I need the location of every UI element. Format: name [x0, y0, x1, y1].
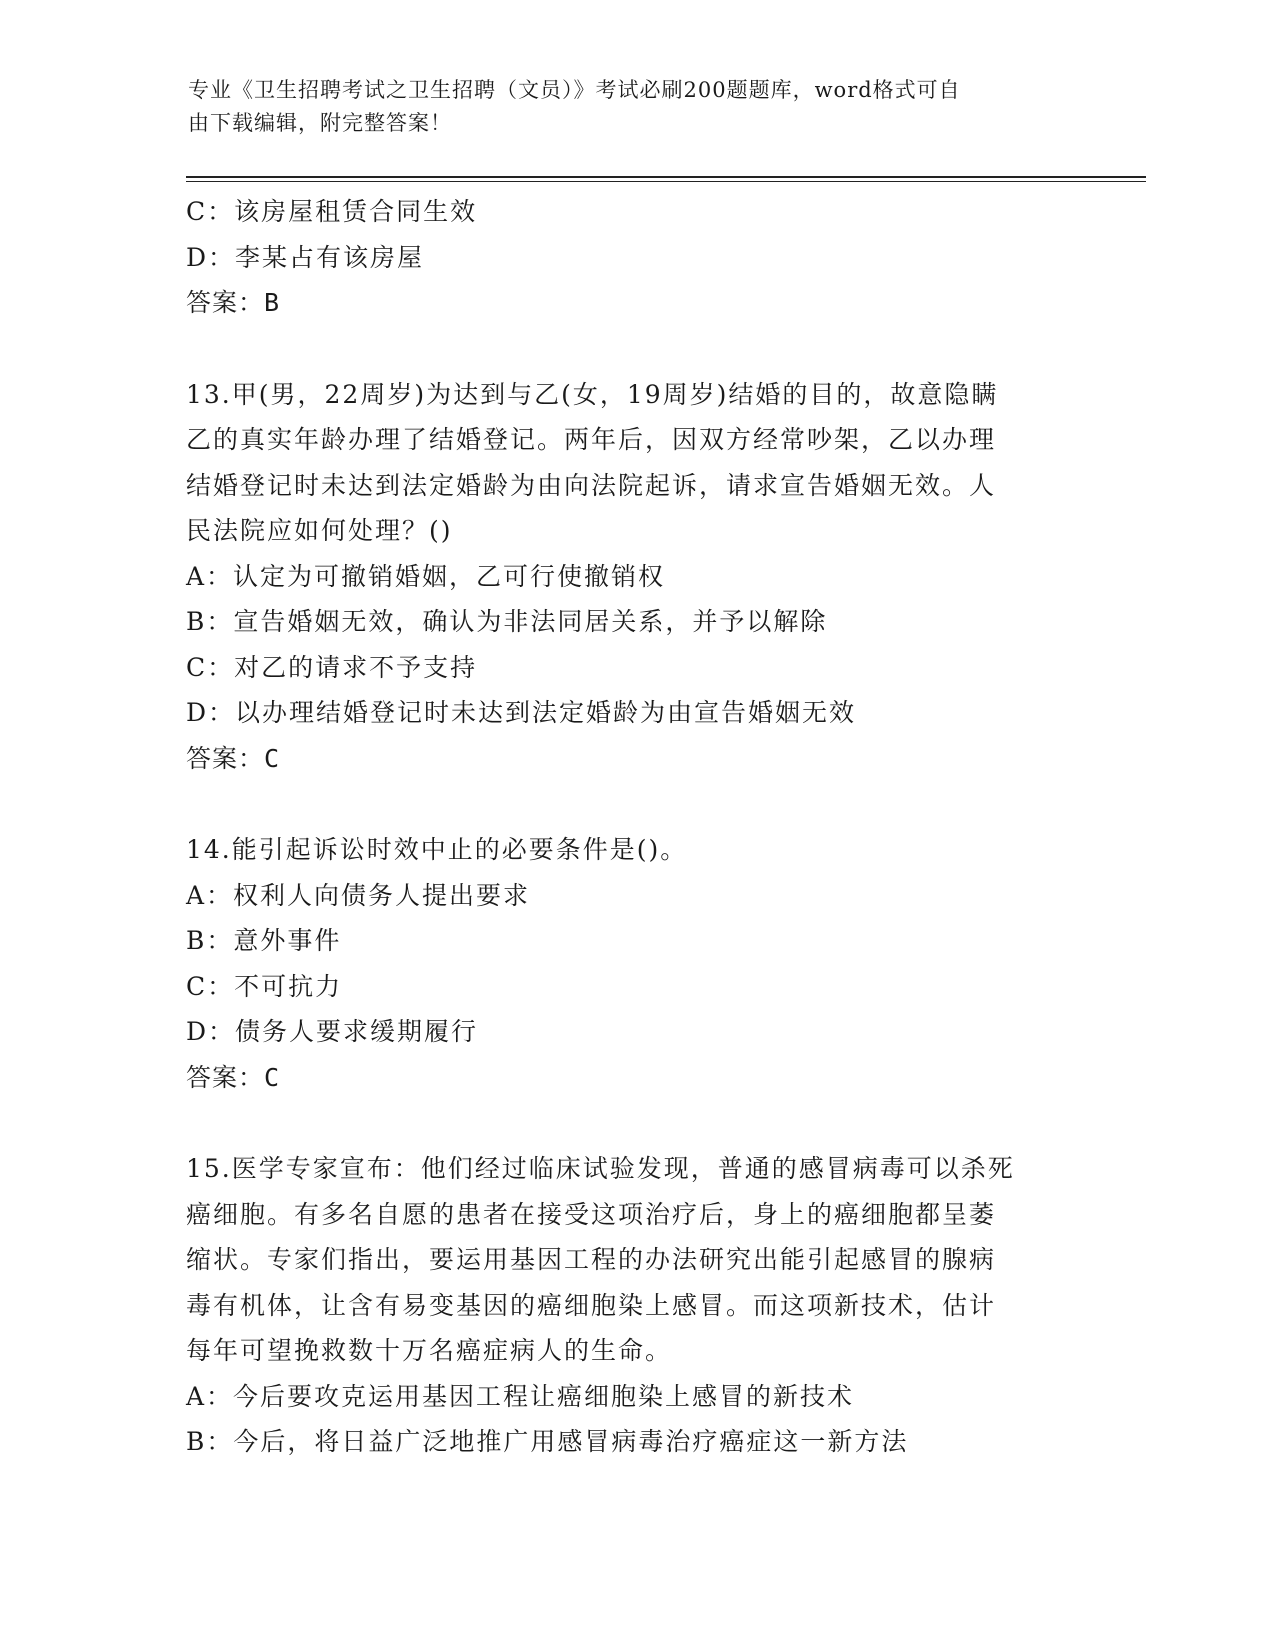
- question-stem-line: 毒有机体，让含有易变基因的癌细胞染上感冒。而这项新技术，估计: [186, 1290, 997, 1320]
- question-13: [186, 372, 1086, 782]
- question-15: [186, 1146, 1086, 1465]
- header-title-line-2: 由下载编辑，附完整答案！: [188, 111, 452, 135]
- question-stem-line: 癌细胞。有多名自愿的患者在接受这项治疗后，身上的癌细胞都呈萎: [186, 1199, 997, 1229]
- question-stem-line: 乙的真实年龄办理了结婚登记。两年后，因双方经常吵架，乙以办理: [186, 425, 997, 454]
- answer-line: [186, 1055, 1086, 1101]
- question-stem-line: 结婚登记时未达到法定婚龄为由向法院起诉，请求宣告婚姻无效。人: [186, 470, 997, 500]
- question-12-tail: [186, 189, 1086, 326]
- option-d: D：债务人要求缓期履行: [186, 1017, 479, 1046]
- option-a: A：认定为可撤销婚姻，乙可行使撤销权: [186, 561, 666, 591]
- question-stem-line: 13.甲(男，22周岁)为达到与乙(女，19周岁)结婚的目的，故意隐瞒: [186, 379, 999, 409]
- answer-value: C: [264, 1062, 281, 1092]
- option-c: C：对乙的请求不予支持: [186, 652, 478, 682]
- question-14: [186, 827, 1086, 1100]
- option-b: B：宣告婚姻无效，确认为非法同居关系，并予以解除: [186, 607, 828, 636]
- question-stem-line: 民法院应如何处理？(): [186, 516, 453, 545]
- answer-label: 答案：: [186, 1062, 265, 1092]
- question-stem-line: 缩状。专家们指出，要运用基因工程的办法研究出能引起感冒的腺病: [186, 1245, 997, 1274]
- header-divider-thin: [186, 181, 1146, 182]
- option-c: C：该房屋租赁合同生效: [186, 197, 478, 226]
- answer-value: B: [264, 288, 281, 317]
- document-header: [188, 74, 1068, 140]
- option-b: B：意外事件: [186, 926, 342, 955]
- option-d: D：李某占有该房屋: [186, 242, 425, 272]
- answer-value: C: [264, 743, 281, 773]
- spacer: [186, 1100, 1086, 1146]
- answer-label: 答案：: [186, 743, 265, 773]
- spacer: [186, 326, 1086, 372]
- question-stem-line: 每年可望挽救数十万名癌症病人的生命。: [186, 1336, 673, 1365]
- answer-line: [186, 280, 1086, 326]
- option-d: D：以办理结婚登记时未达到法定婚龄为由宣告婚姻无效: [186, 698, 857, 727]
- question-stem-line: 14.能引起诉讼时效中止的必要条件是()。: [186, 835, 688, 864]
- question-stem-line: 15.医学专家宣布：他们经过临床试验发现，普通的感冒病毒可以杀死: [186, 1154, 1015, 1183]
- spacer: [186, 781, 1086, 827]
- option-b: B：今后，将日益广泛地推广用感冒病毒治疗癌症这一新方法: [186, 1427, 909, 1456]
- answer-label: 答案：: [186, 288, 265, 317]
- document-body: [186, 189, 1086, 1465]
- option-a: A：权利人向债务人提出要求: [186, 880, 531, 910]
- header-title-line-1: 专业《卫生招聘考试之卫生招聘（文员）》考试必刷200题题库，word格式可自: [188, 78, 961, 102]
- option-a: A：今后要攻克运用基因工程让癌细胞染上感冒的新技术: [186, 1381, 855, 1411]
- answer-line: [186, 736, 1086, 782]
- option-c: C：不可抗力: [186, 971, 343, 1001]
- header-divider-thick: [186, 176, 1146, 178]
